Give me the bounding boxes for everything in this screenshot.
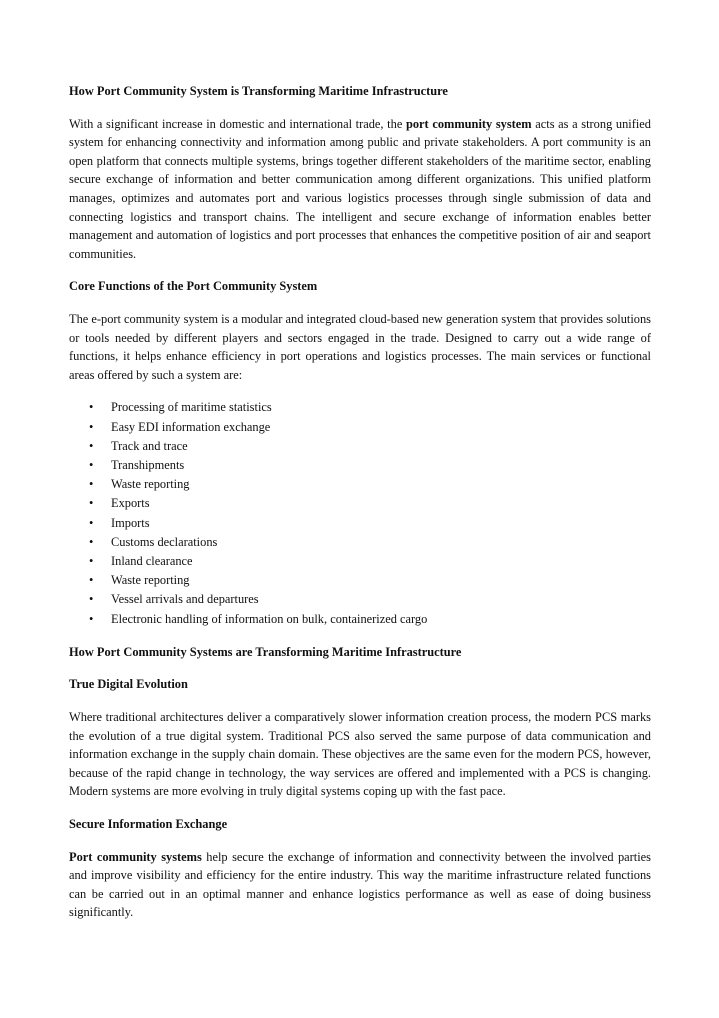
- list-item-text: Waste reporting: [111, 573, 190, 588]
- list-item-text: Imports: [111, 515, 150, 530]
- intro-text-end: acts as a strong unified system for enhancing connectivity and information among public and private stakeholders. A port community is an open platform that connects multiple systems, brings together different stakeholders of the maritime sector, enabling secure exchange of information and better communication among different organizations. This unified platform manages, optimizes and automates port and various logistics processes through single submission of data and connecting logistics and transport chains. The intelligent and secure exchange of information enables better management and automation of logistics and port processes that enhances the competitive position of air and seaport communities.: [69, 116, 652, 261]
- list-item: [89, 418, 651, 437]
- list-item-text: Waste reporting: [111, 477, 190, 492]
- bullet-icon: •: [89, 457, 94, 472]
- bullet-icon: •: [89, 496, 94, 511]
- list-item-text: Inland clearance: [111, 553, 193, 568]
- intro-bold-term: port community system: [405, 116, 532, 131]
- transforming-heading: How Port Community Systems are Transforming Maritime Infrastructure: [69, 644, 462, 659]
- list-item-text: Track and trace: [111, 438, 188, 453]
- bullet-icon: •: [89, 438, 94, 453]
- functions-list: [69, 398, 651, 628]
- core-functions-paragraph: The e-port community system is a modular and integrated cloud-based new generation system that provides solutions or tools needed by different players and sectors engaged in the trade. Designed to carry out a wide range of functions, it helps enhance efficiency in port operations and logistics processes. The main services or functional areas offered by such a system are:: [69, 311, 651, 382]
- intro-text-start: With a significant increase in domestic and international trade, the: [69, 116, 406, 131]
- list-item: [89, 590, 651, 609]
- list-item-text: Transhipments: [111, 457, 185, 472]
- list-item: [89, 398, 651, 417]
- core-functions-heading: Core Functions of the Port Community System: [69, 279, 318, 294]
- main-heading: How Port Community System is Transforming Maritime Infrastructure: [69, 84, 448, 98]
- list-item: [89, 514, 651, 533]
- bullet-icon: •: [89, 592, 94, 607]
- intro-paragraph: [69, 115, 651, 264]
- list-item: [89, 456, 651, 475]
- list-item: [89, 571, 651, 590]
- list-item-text: Customs declarations: [111, 534, 218, 549]
- bullet-icon: •: [89, 515, 94, 530]
- list-item-text: Exports: [111, 496, 150, 511]
- list-item: [89, 494, 651, 513]
- bullet-icon: •: [89, 400, 94, 415]
- document-page: [69, 80, 651, 936]
- bullet-icon: •: [89, 419, 94, 434]
- list-item: [89, 552, 651, 571]
- list-item-text: Easy EDI information exchange: [111, 419, 271, 434]
- list-item-text: Vessel arrivals and departures: [111, 592, 259, 607]
- list-item: [89, 610, 651, 629]
- secure-bold-term: Port community systems: [69, 849, 202, 864]
- bullet-icon: •: [89, 534, 94, 549]
- bullet-icon: •: [89, 611, 94, 626]
- secure-exchange-heading: Secure Information Exchange: [69, 816, 228, 831]
- bullet-icon: •: [89, 553, 94, 568]
- secure-text: help secure the exchange of information and connectivity between the involved parties and improve visibility and efficiency for the entire industry. This way the maritime infrastructure related functions can be carried out in an optimal manner and enhance logistics performance as well as ease of doing business significantly.: [69, 849, 652, 920]
- secure-exchange-paragraph: [69, 848, 651, 922]
- list-item-text: Electronic handling of information on bulk, containerized cargo: [111, 611, 428, 626]
- list-item-text: Processing of maritime statistics: [111, 400, 272, 415]
- bullet-icon: •: [89, 477, 94, 492]
- digital-evolution-paragraph: Where traditional architectures deliver a comparatively slower information creation process, the modern PCS marks the evolution of a true digital system. Traditional PCS also served the same purpose of data communication and information exchange in the supply chain domain. These objectives are the same even for the modern PCS, however, because of the rapid change in technology, the way services are offered and implemented with a PCS is changing. Modern systems are more evolving in truly digital systems coping up with the fast pace.: [69, 709, 651, 799]
- list-item: [89, 533, 651, 552]
- list-item: [89, 475, 651, 494]
- list-item: [89, 437, 651, 456]
- bullet-icon: •: [89, 573, 94, 588]
- digital-evolution-heading: True Digital Evolution: [69, 677, 188, 692]
